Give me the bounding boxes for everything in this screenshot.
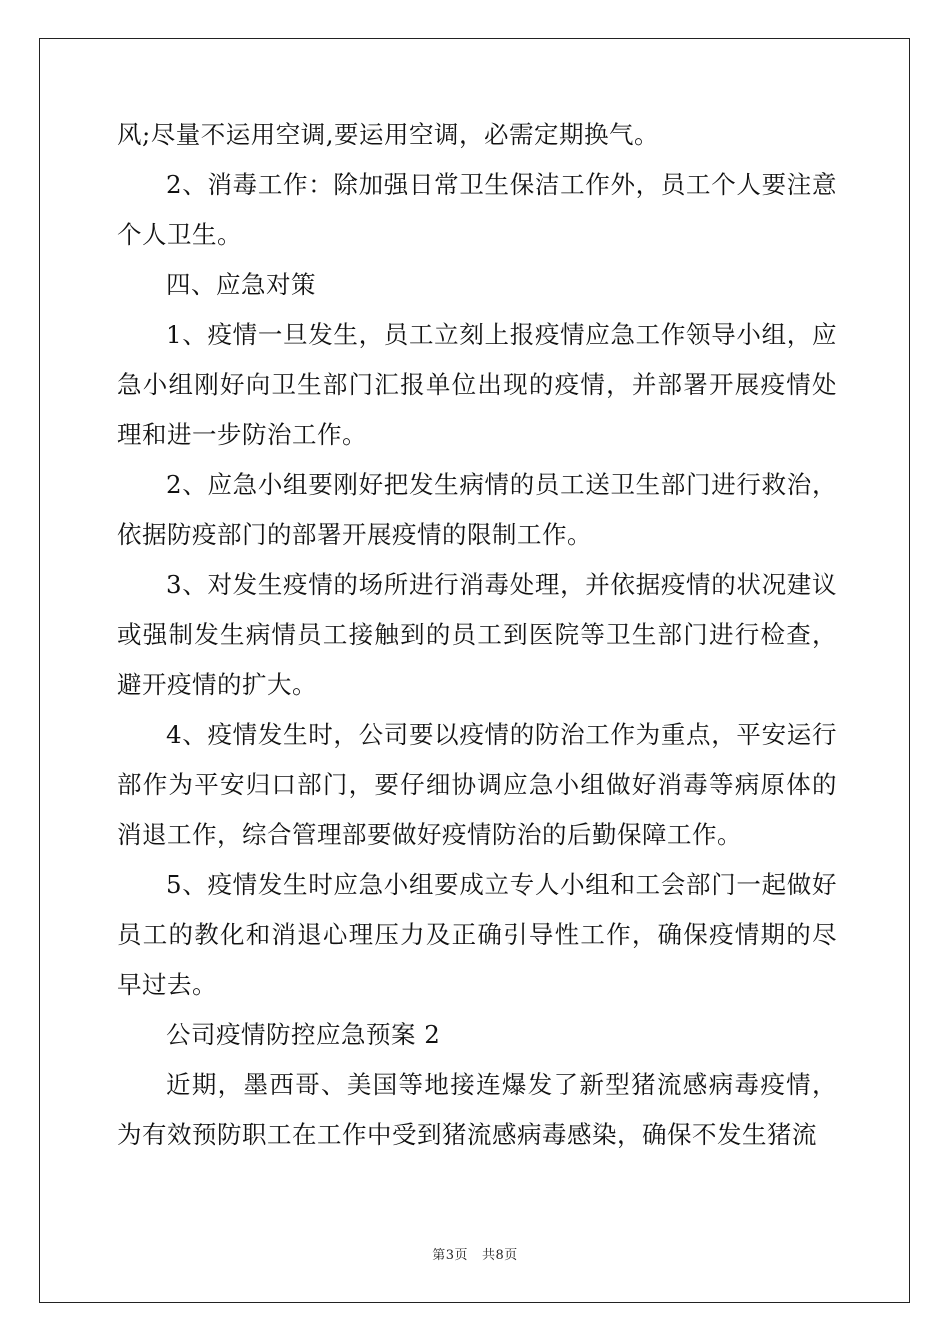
- document-subtitle: 公司疫情防控应急预案 2: [166, 1020, 441, 1049]
- section-heading: 四、应急对策: [166, 270, 316, 299]
- page-number: 第3页: [432, 1248, 468, 1263]
- paragraph-2: 2、消毒工作：除加强日常卫生保洁工作外，员工个人要注意个人卫生。: [117, 170, 837, 249]
- paragraph-6: 3、对发生疫情的场所进行消毒处理，并依据疫情的状况建议或强制发生病情员工接触到的员工到医院等卫生部门进行检查，避开疫情的扩大。: [117, 570, 837, 699]
- paragraph-4: 1、疫情一旦发生，员工立刻上报疫情应急工作领导小组，应急小组刚好向卫生部门汇报单位出现的疫情，并部署开展疫情处理和进一步防治工作。: [117, 320, 837, 449]
- paragraph-7: 4、疫情发生时，公司要以疫情的防治工作为重点，平安运行部作为平安归口部门，要仔细协调应急小组做好消毒等病原体的消退工作，综合管理部要做好疫情防治的后勤保障工作。: [117, 720, 837, 849]
- paragraph-10: 近期，墨西哥、美国等地接连爆发了新型猪流感病毒疫情，为有效预防职工在工作中受到猪流感病毒感染，确保不发生猪流: [117, 1070, 837, 1149]
- page-footer: [0, 1244, 950, 1263]
- paragraph-8: 5、疫情发生时应急小组要成立专人小组和工会部门一起做好员工的教化和消退心理压力及正确引导性工作，确保疫情期的尽早过去。: [117, 870, 837, 999]
- paragraph-5: 2、应急小组要刚好把发生病情的员工送卫生部门进行救治，依据防疫部门的部署开展疫情的限制工作。: [117, 470, 837, 549]
- document-body: [117, 110, 837, 1160]
- paragraph-1: 风;尽量不运用空调,要运用空调，必需定期换气。: [117, 120, 660, 149]
- page-total: 共8页: [482, 1248, 518, 1263]
